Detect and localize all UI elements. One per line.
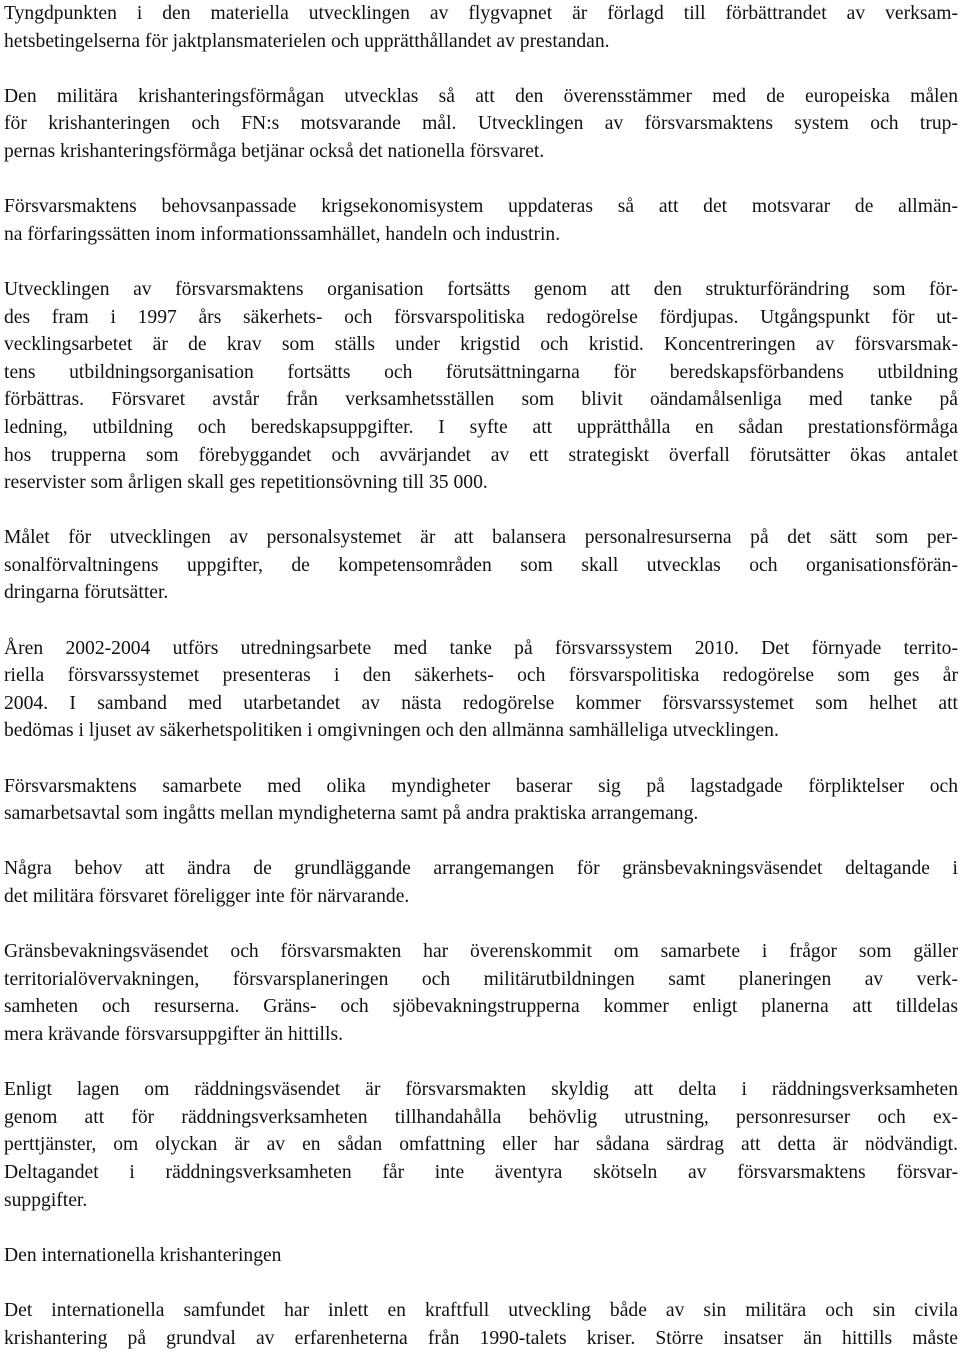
text-line: sonalförvaltningens uppgifter, de kompetensområden som skall utvecklas och organisationsförän- (4, 552, 958, 580)
paragraph-gap (4, 607, 958, 635)
paragraph-gap (4, 745, 958, 773)
text-line: genom att för räddningsverksamheten tillhandahålla behövlig utrustning, personresurser och ex- (4, 1104, 958, 1132)
text-line: Enligt lagen om räddningsväsendet är försvarsmakten skyldig att delta i räddningsverksamheten (4, 1076, 958, 1104)
text-line: bedömas i ljuset av säkerhetspolitiken i omgivningen och den allmänna samhälleliga utvecklingen. (4, 717, 958, 745)
text-line: Den militära krishanteringsförmågan utvecklas så att den överensstämmer med de europeiska målen (4, 83, 958, 111)
text-line: hetsbetingelserna för jaktplansmaterielen och upprätthållandet av prestandan. (4, 28, 958, 56)
text-line: suppgifter. (4, 1187, 958, 1215)
text-line: tens utbildningsorganisation fortsätts och förutsättningarna för beredskapsförbandens utbildning (4, 359, 958, 387)
paragraph (4, 0, 958, 55)
text-line: Försvarsmaktens behovsanpassade krigsekonomisystem uppdateras så att det motsvarar de allmän- (4, 193, 958, 221)
text-line: samarbetsavtal som ingåtts mellan myndigheterna samt på andra praktiska arrangemang. (4, 800, 958, 828)
paragraph-gap (4, 248, 958, 276)
text-line: Deltagandet i räddningsverksamheten får inte äventyra skötseln av försvarsmaktens försvar- (4, 1159, 958, 1187)
paragraph (4, 193, 958, 248)
paragraph (4, 938, 958, 1048)
text-line: det militära försvaret föreligger inte för närvarande. (4, 883, 958, 911)
text-line: dringarna förutsätter. (4, 579, 958, 607)
section-heading-text: Den internationella krishanteringen (4, 1242, 958, 1270)
text-line: Målet för utvecklingen av personalsystemet är att balansera personalresurserna på det sätt som per- (4, 524, 958, 552)
paragraph (4, 635, 958, 745)
text-line: förbättras. Försvaret avstår från verksamhetsställen som blivit oändamålsenliga med tanke på (4, 386, 958, 414)
text-line: vecklingsarbetet är de krav som ställs under krigstid och kristid. Koncentreringen av försvarsmak- (4, 331, 958, 359)
text-line: krishantering på grundval av erfarenheterna från 1990-talets kriser. Större insatser än hittills måste (4, 1325, 958, 1352)
text-line: 2004. I samband med utarbetandet av nästa redogörelse kommer försvarssystemet som helhet att (4, 690, 958, 718)
text-line: riella försvarssystemet presenteras i den säkerhets- och försvarspolitiska redogörelse som ges år (4, 662, 958, 690)
text-line: Försvarsmaktens samarbete med olika myndigheter baserar sig på lagstadgade förpliktelser och (4, 773, 958, 801)
text-line: mera krävande försvarsuppgifter än hittills. (4, 1021, 958, 1049)
text-line: hos trupperna som förebyggandet och avvärjandet av ett strategiskt överfall förutsätter ökas antalet (4, 442, 958, 470)
section-heading (4, 1242, 958, 1270)
text-line: perttjänster, om olyckan är av en sådan omfattning eller har sådana särdrag att detta är nödvändigt. (4, 1131, 958, 1159)
text-line: Åren 2002-2004 utförs utredningsarbete med tanke på försvarssystem 2010. Det förnyade territo- (4, 635, 958, 663)
paragraph-gap (4, 1049, 958, 1077)
text-line: na förfaringssätten inom informationssamhället, handeln och industrin. (4, 221, 958, 249)
paragraph-gap (4, 1269, 958, 1297)
paragraph-gap (4, 166, 958, 194)
paragraph (4, 524, 958, 607)
paragraph (4, 276, 958, 497)
document-page (4, 0, 958, 1352)
text-line: för krishanteringen och FN:s motsvarande mål. Utvecklingen av försvarsmaktens system och trup- (4, 110, 958, 138)
paragraph-gap (4, 497, 958, 525)
text-line: Några behov att ändra de grundläggande arrangemangen för gränsbevakningsväsendet deltagande i (4, 855, 958, 883)
text-line: Tyngdpunkten i den materiella utvecklingen av flygvapnet är förlagd till förbättrandet av verksam- (4, 0, 958, 28)
paragraph-gap (4, 55, 958, 83)
text-line: Det internationella samfundet har inlett en kraftfull utveckling både av sin militära och sin civila (4, 1297, 958, 1325)
paragraph-gap (4, 911, 958, 939)
text-line: samheten och resurserna. Gräns- och sjöbevakningstrupperna kommer enligt planerna att tilldelas (4, 993, 958, 1021)
paragraph-gap (4, 1214, 958, 1242)
paragraph (4, 773, 958, 828)
paragraph-gap (4, 828, 958, 856)
paragraph (4, 1076, 958, 1214)
text-line: Utvecklingen av försvarsmaktens organisation fortsätts genom att den strukturförändring som för- (4, 276, 958, 304)
paragraph (4, 1297, 958, 1352)
text-line: Gränsbevakningsväsendet och försvarsmakten har överenskommit om samarbete i frågor som gäller (4, 938, 958, 966)
text-line: des fram i 1997 års säkerhets- och försvarspolitiska redogörelse fördjupas. Utgångspunkt för ut- (4, 304, 958, 332)
text-line: territorialövervakningen, försvarsplaneringen och militärutbildningen samt planeringen av verk- (4, 966, 958, 994)
text-line: pernas krishanteringsförmåga betjänar också det nationella försvaret. (4, 138, 958, 166)
paragraph (4, 83, 958, 166)
text-line: reservister som årligen skall ges repetitionsövning till 35 000. (4, 469, 958, 497)
paragraph (4, 855, 958, 910)
text-line: ledning, utbildning och beredskapsuppgifter. I syfte att upprätthålla en sådan prestationsförmåga (4, 414, 958, 442)
